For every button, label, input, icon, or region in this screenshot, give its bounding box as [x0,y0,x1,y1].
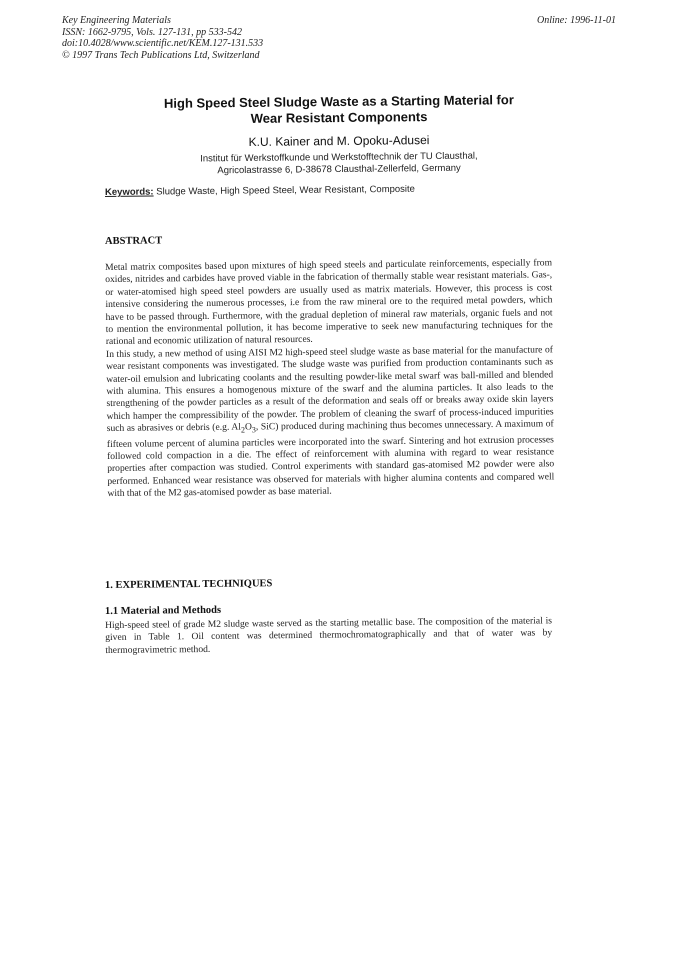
affiliation-line-2: Agricolastrasse 6, D-38678 Clausthal-Zellerfeld, Germany [217,162,461,177]
title-line-2: Wear Resistant Components [250,109,428,126]
affiliation [100,149,578,178]
journal-name: Key Engineering Materials [62,15,171,26]
keywords [105,184,415,198]
abstract-paragraph-1: Metal matrix composites based upon mixtures of high speed steels and particulate reinforcements, especially from oxides, nitrides and carbides have proved viable in the fabrication of thermally stable wear resistant materials. Gas-, or water-atomised high speed steel powders are usually used as matrix materials. However, this process is cost intensive considering the numerous processes, i.e from the raw mineral ore to the required metal powders, which have to be passed through. Furthermore, with the gradual depletion of mineral raw materials, organic fuels and not to mention the environmental pollution, it has become imperative to seek new manufacturing techniques for the rational and economic utilization of natural resources. [105,257,553,348]
authors: K.U. Kainer and M. Opoku-Adusei [248,133,430,149]
paper-title [100,91,578,128]
section-1-1-heading: 1.1 Material and Methods [104,604,222,617]
doi-line: doi:10.4028/www.scientific.net/KEM.127-131.533 [62,38,264,49]
subscript-2: 2 [240,425,246,435]
abstract-paragraph-2 [106,344,555,500]
abstract-paragraph-2-start: In this study, a new method of using AISI M2 high-speed steel sludge waste as base material for the manufacture of wear resistant components was investigated. The sludge waste was purified from production contaminants such as water-oil emulsion and lubricating coolants and the resulting powder-like metal swarf was ball-milled and blended with alumina. This ensures a homogenous mixture of the swarf and the alumina particles. It also leads to the strengthening of the powder particles as a result of the deformation and seals off or breaks away oxide skin layers which hamper the compressibility of the powder. The problem of cleaning the swarf of process-induced impurities such as abrasives or debris (e.g. Al [105,344,554,435]
keywords-label: Keywords: [104,186,154,198]
abstract-heading: ABSTRACT [104,235,163,247]
keywords-list: Sludge Waste, High Speed Steel, Wear Resistant, Composite [156,183,416,198]
abstract-paragraph-2-end: , SiC) produced during machining thus becomes unnecessary. A maximum of fifteen volume percent of alumina particles were incorporated into the swarf. Sintering and hot extrusion processes followed cold compaction in a die. The effect of reinforcement with alumina with regard to wear resistance properties after compaction was studied. Control experiments with standard gas-atomised M2 powder were also performed. Enhanced wear resistance was observed for materials with higher alumina contents and compared well with that of the M2 gas-atomised powder as base material. [106,418,555,500]
issn-line: ISSN: 1662-9795, Vols. 127-131, pp 533-542 [62,26,242,38]
online-date: Online: 1996-11-01 [537,15,616,26]
copyright-line: © 1997 Trans Tech Publications Ltd, Switzerland [62,49,260,61]
subscript-3: 3 [251,425,256,435]
oxygen-symbol: O [244,421,252,433]
section-1-1-body [105,615,552,657]
title-line-1: High Speed Steel Sludge Waste as a Starting Material for [163,92,514,111]
affiliation-line-1: Institut für Werkstoffkunde und Werkstofftechnik der TU Clausthal, [200,150,478,165]
abstract-body [105,257,554,500]
journal-header [62,15,263,61]
section-1-heading: 1. EXPERIMENTAL TECHNIQUES [104,578,273,591]
section-1-1-paragraph: High-speed steel of grade M2 sludge waste served as the starting metallic base. The composition of the material is given in Table 1. Oil content was determined thermochromatographically and that of water was by thermogravimetric method. [105,615,553,656]
